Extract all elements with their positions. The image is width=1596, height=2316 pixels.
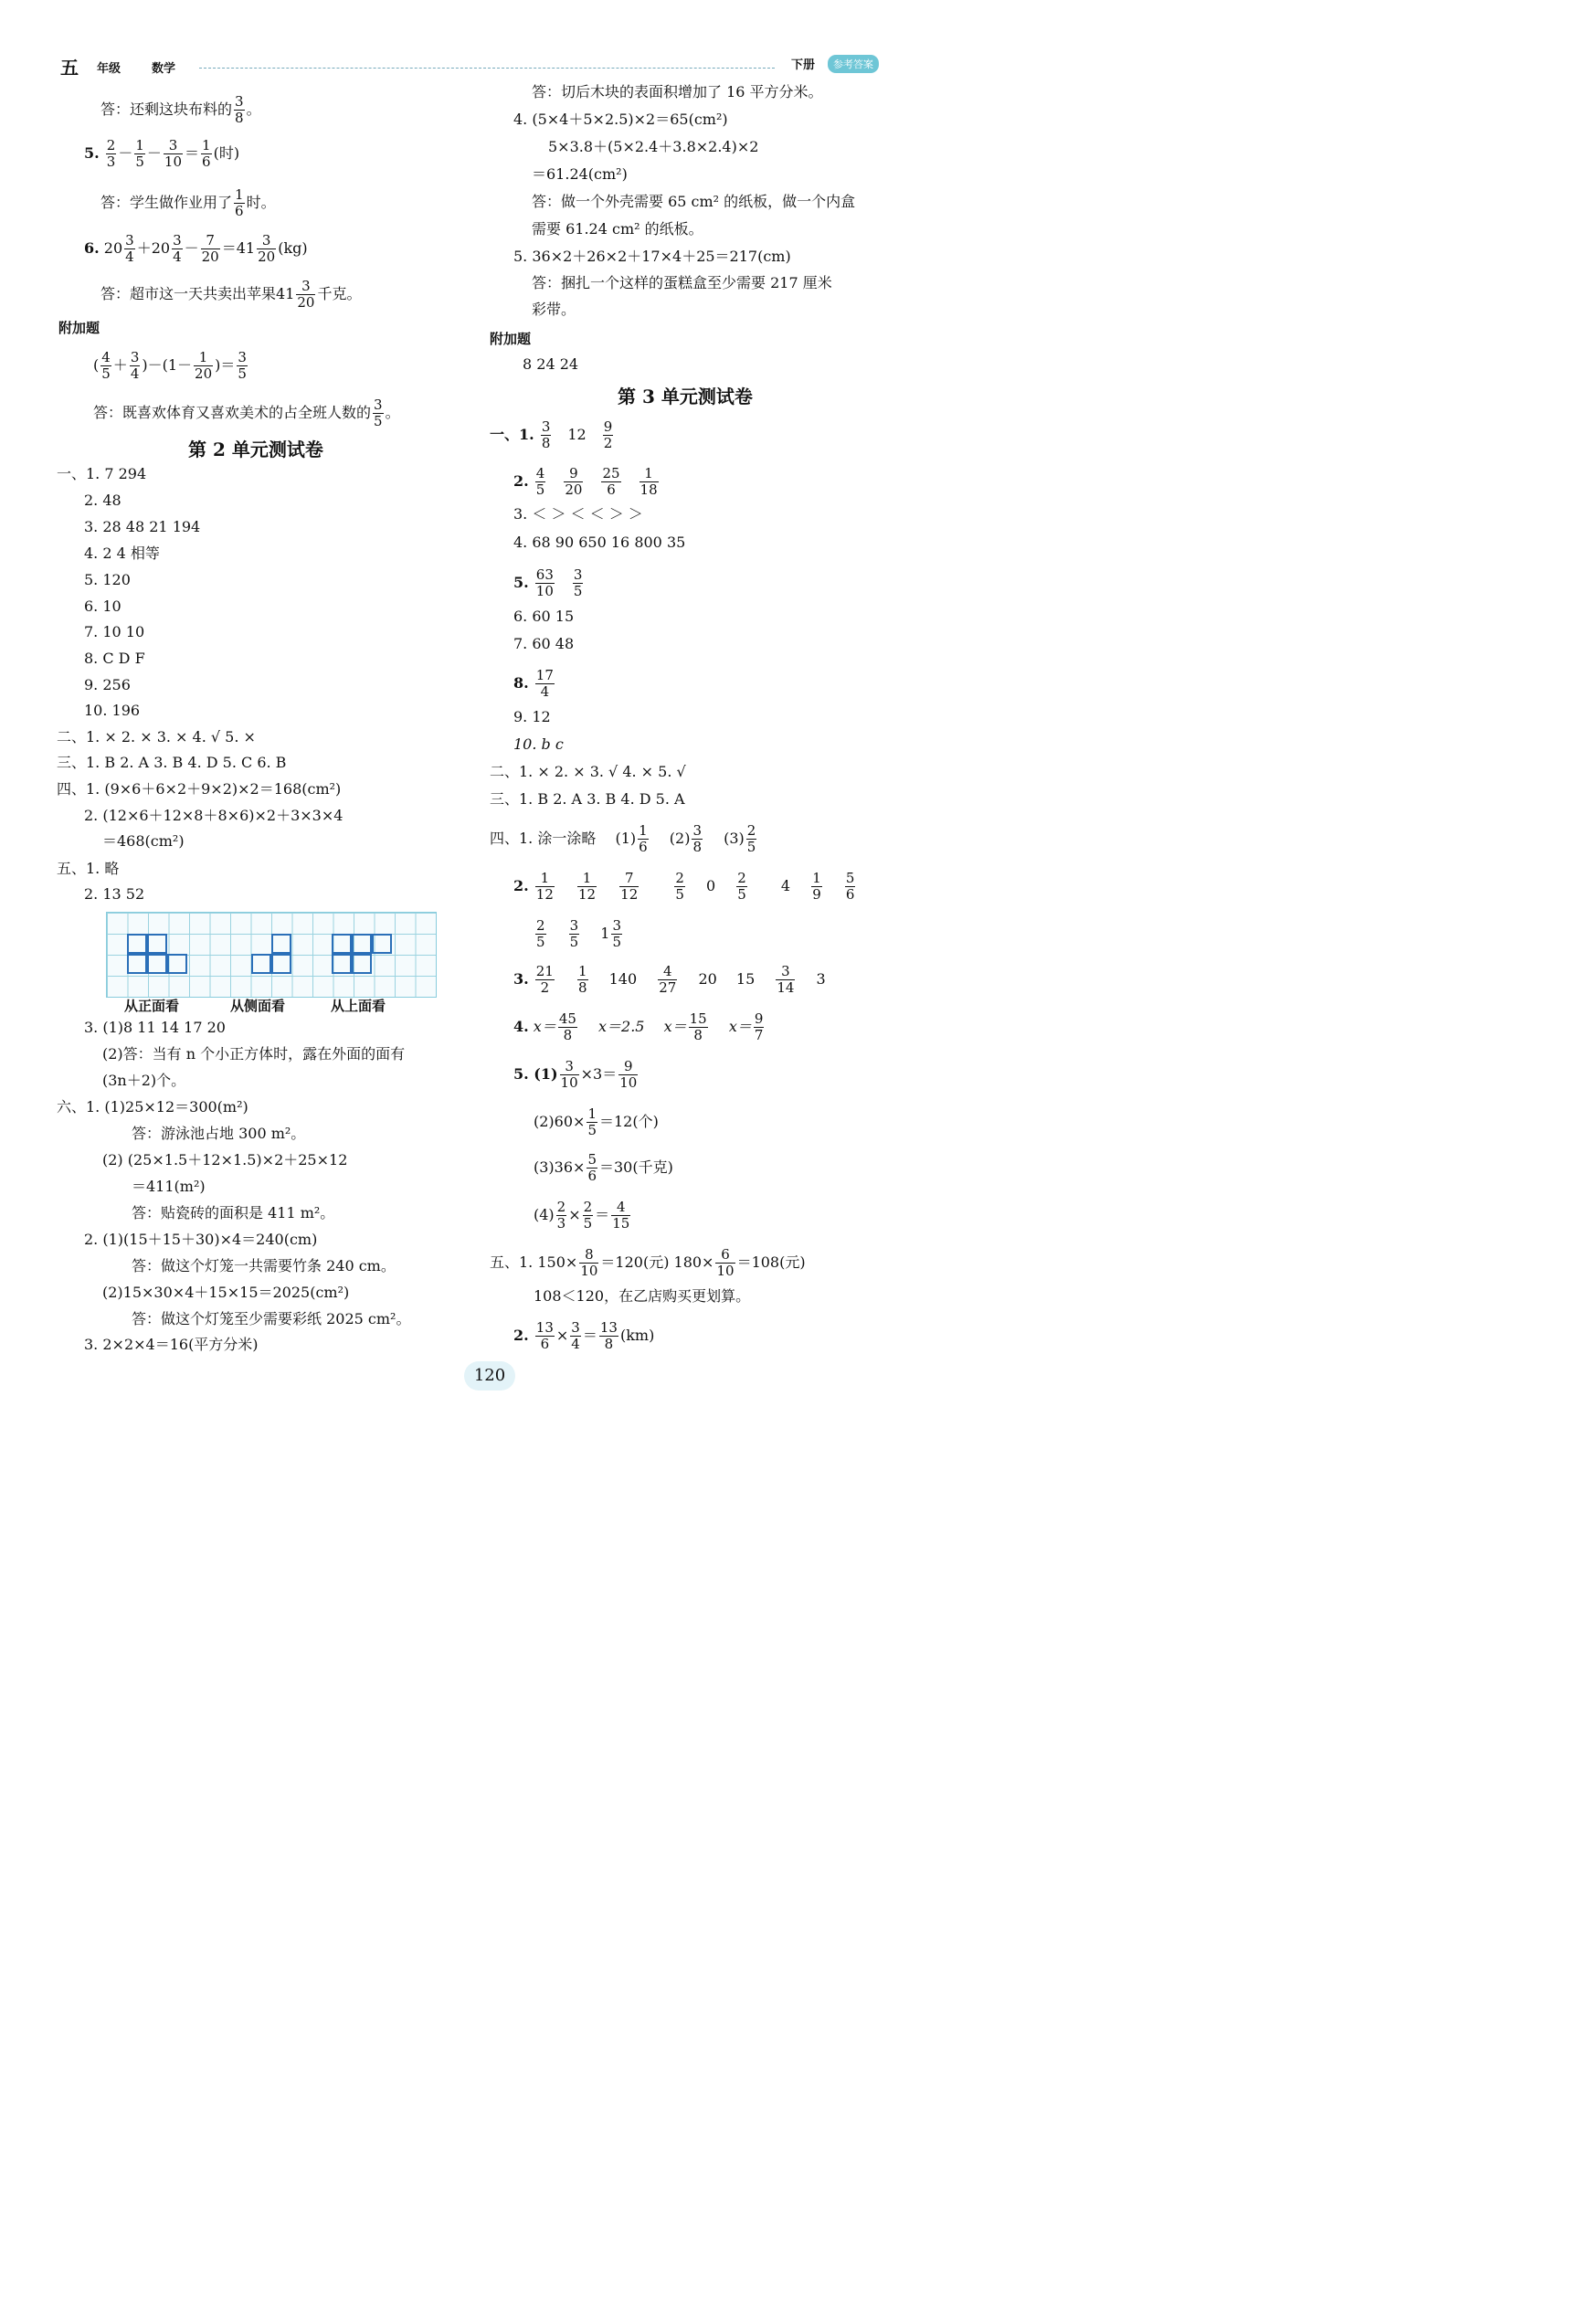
question-4-4: 4. x＝ $\frac{45}{8}$ x＝2.5 x＝ $\frac{15}{8}$ x＝ $\frac{9}{7}$ — [513, 1010, 764, 1043]
answer-line: (2)答：当有 n 个小正方体时，露在外面的面有 — [102, 1045, 406, 1063]
header-divider — [199, 68, 775, 69]
answer-line: 答：捆扎一个这样的蛋糕盒至少需要 217 厘米 — [532, 274, 832, 291]
answer-line: 108＜120，在乙店购买更划算。 — [534, 1287, 751, 1305]
answer-line: 8 24 24 — [523, 355, 579, 373]
question-4-1: 四、1. 涂一涂略 (1) $\frac{1}{6}$ (2) $\frac{3}{8}$ (3) $\frac{2}{5}$ — [490, 822, 756, 855]
answer-line: 2. 48 — [84, 492, 122, 509]
answer-line: 3. 2×2×4＝16(平方分米) — [84, 1336, 259, 1353]
answer-line: 答：切后木块的表面积增加了 16 平方分米。 — [532, 83, 823, 100]
answer-line: 三、1. B 2. A 3. B 4. D 5. A — [490, 790, 685, 808]
cube-square — [372, 934, 392, 954]
question-1-8: 8. $\frac{17}{4}$ — [513, 667, 554, 700]
volume-label: 下册 — [791, 58, 816, 72]
answer-line: 6. 10 — [84, 598, 122, 615]
answer-line: 答：做一个外壳需要 65 cm² 的纸板，做一个内盒 — [532, 193, 856, 210]
answer-line: 五、1. 略 — [57, 860, 120, 877]
answer-line: (2) (25×1.5＋12×1.5)×2＋25×12 — [102, 1151, 348, 1169]
answer-line: ＝61.24(cm²) — [532, 165, 628, 183]
section-extra-title: 附加题 — [490, 331, 532, 347]
answer-line: 2. (12×6＋12×8＋8×6)×2＋3×3×4 — [84, 807, 344, 824]
answer-line: 答：游泳池占地 300 m²。 — [132, 1125, 306, 1142]
unit-3-title: 第 3 单元测试卷 — [618, 386, 753, 407]
question-4-5-1: 5. (1) $\frac{3}{10}$ ×3＝ $\frac{9}{10}$ — [513, 1058, 638, 1091]
question-1-2: 2. $\frac{4}{5}$ $\frac{9}{20}$ $\frac{25}{6}$ $\frac{1}{18}$ — [513, 465, 658, 498]
answer-line: 5×3.8＋(5×2.4＋3.8×2.4)×2 — [548, 138, 759, 155]
unit-2-title: 第 2 单元测试卷 — [188, 439, 323, 460]
answer-line: 需要 61.24 cm² 的纸板。 — [532, 220, 703, 238]
extra-question: ( $\frac{4}{5}$ ＋ $\frac{3}{4}$ )－(1－ $\frac{1}{20}$ )＝ $\frac{3}{5}$ — [93, 349, 247, 382]
answer-line: 一、1. 7 294 — [57, 465, 147, 482]
cube-views-grid — [106, 912, 437, 998]
question-4-5-3: (3)36× $\frac{5}{6}$ ＝30(千克) — [534, 1151, 673, 1184]
answer-line: 3. (1)8 11 14 17 20 — [84, 1019, 226, 1036]
answer-line: 答：还剩这块布料的 $\frac{3}{8}$ 。 — [100, 93, 261, 126]
cube-square — [332, 934, 352, 954]
answer-line: 10. 196 — [84, 702, 141, 719]
cube-square — [352, 954, 372, 974]
cube-square — [147, 934, 167, 954]
answer-line: (3n＋2)个。 — [102, 1072, 186, 1089]
view-front-label: 从正面看 — [124, 998, 180, 1014]
page-header — [55, 53, 895, 77]
answer-line: 7. 60 48 — [513, 635, 575, 652]
answer-line: (2)15×30×4＋15×15＝2025(cm²) — [102, 1284, 350, 1301]
view-top-label: 从上面看 — [331, 998, 386, 1014]
answer-line: 答：学生做作业用了 $\frac{1}{6}$ 时。 — [100, 186, 276, 219]
answer-line: 2. (1)(15＋15＋30)×4＝240(cm) — [84, 1231, 318, 1248]
cube-square — [271, 954, 291, 974]
answer-line: 5. 120 — [84, 571, 131, 588]
answer-badge: 参考答案 — [828, 55, 879, 73]
answer-line: 二、1. × 2. × 3. √ 4. × 5. √ — [490, 763, 686, 780]
answer-line: 二、1. × 2. × 3. × 4. √ 5. × — [57, 728, 256, 746]
cube-square — [251, 954, 271, 974]
question-4-2: 2. $\frac{1}{12}$ $\frac{1}{12}$ $\frac{7}{12}$ $\frac{2}{5}$ 0 $\frac{2}{5}$ 4 $\frac{1}{9}$ $\frac{5}{6}$ — [513, 870, 855, 903]
answer-line: 4. (5×4＋5×2.5)×2＝65(cm²) — [513, 111, 728, 128]
answer-line: 三、1. B 2. A 3. B 4. D 5. C 6. B — [57, 754, 287, 771]
cube-square — [147, 954, 167, 974]
cube-square — [352, 934, 372, 954]
question-4-5-4: (4) $\frac{2}{3}$ × $\frac{2}{5}$ ＝ $\frac{4}{15}$ — [534, 1199, 630, 1232]
grade-number: 五 — [60, 57, 79, 79]
answer-line: 3. 28 48 21 194 — [84, 518, 201, 535]
answer-line: 3. ＜ ＞ ＜ ＜ ＞ ＞ — [513, 505, 643, 523]
question-5-2: 2. $\frac{13}{6}$ × $\frac{3}{4}$ ＝ $\frac{13}{8}$ (km) — [513, 1319, 655, 1352]
cube-square — [167, 954, 187, 974]
page-number: 120 — [464, 1361, 515, 1391]
answer-line: 答：做这个灯笼一共需要竹条 240 cm。 — [132, 1257, 396, 1274]
question-4-5-2: (2)60× $\frac{1}{5}$ ＝12(个) — [534, 1105, 659, 1138]
question-4-2-cont: $\frac{2}{5}$ $\frac{3}{5}$ 1 $\frac{3}{5}$ — [536, 917, 622, 950]
answer-line: 5. 36×2＋26×2＋17×4＋25＝217(cm) — [513, 248, 791, 265]
answer-line: 答：贴瓷砖的面积是 411 m²。 — [132, 1204, 335, 1221]
cube-square — [127, 934, 147, 954]
answer-line: 4. 2 4 相等 — [84, 545, 160, 562]
answer-line: 2. 13 52 — [84, 885, 145, 903]
answer-line: 六、1. (1)25×12＝300(m²) — [57, 1098, 248, 1116]
section-extra-title: 附加题 — [58, 320, 100, 336]
answer-line: ＝411(m²) — [132, 1178, 206, 1195]
answer-line: 9. 12 — [513, 708, 551, 725]
question-5: 5. $\frac{2}{3}$ － $\frac{1}{5}$ － $\frac{3}{10}$ ＝ $\frac{1}{6}$ (时) — [84, 137, 240, 170]
answer-line: 8. C D F — [84, 650, 145, 667]
cube-square — [127, 954, 147, 974]
answer-line: 答：超市这一天共卖出苹果41 $\frac{3}{20}$ 千克。 — [100, 278, 362, 311]
answer-line: 7. 10 10 — [84, 623, 145, 640]
cube-square — [271, 934, 291, 954]
answer-line: 彩带。 — [532, 301, 576, 318]
answer-line: ＝468(cm²) — [102, 832, 185, 850]
question-4-3: 3. $\frac{21}{2}$ $\frac{1}{8}$ 140 $\frac{4}{27}$ 20 15 $\frac{3}{14}$ 3 — [513, 963, 826, 996]
question-1-5: 5. $\frac{63}{10}$ $\frac{3}{5}$ — [513, 566, 583, 599]
answer-line: 10. b c — [513, 735, 564, 753]
answer-line: 4. 68 90 650 16 800 35 — [513, 534, 686, 551]
answer-line: 四、1. (9×6＋6×2＋9×2)×2＝168(cm²) — [57, 780, 342, 798]
answer-line: 答：既喜欢体育又喜欢美术的占全班人数的 $\frac{3}{5}$ 。 — [93, 397, 400, 429]
answer-line: 答：做这个灯笼至少需要彩纸 2025 cm²。 — [132, 1310, 411, 1327]
view-side-label: 从侧面看 — [230, 998, 286, 1014]
question-1-1: 一、1. $\frac{3}{8}$ 12 $\frac{9}{2}$ — [490, 418, 613, 451]
answer-line: 6. 60 15 — [513, 608, 575, 625]
cube-square — [332, 954, 352, 974]
question-6: 6. 20 $\frac{3}{4}$ ＋20 $\frac{3}{4}$ － $\frac{7}{20}$ ＝41 $\frac{3}{20}$ (kg) — [84, 232, 308, 265]
answer-line: 9. 256 — [84, 676, 131, 693]
question-5-1: 五、1. 150× $\frac{8}{10}$ ＝120(元) 180× $\frac{6}{10}$ ＝108(元) — [490, 1246, 806, 1279]
subject-label: 数学 — [152, 62, 176, 76]
grade-label: 年级 — [97, 62, 122, 76]
